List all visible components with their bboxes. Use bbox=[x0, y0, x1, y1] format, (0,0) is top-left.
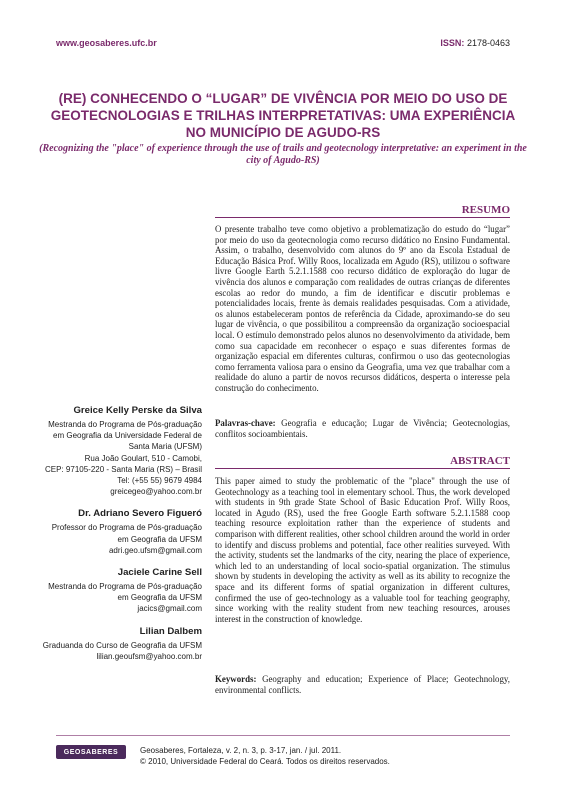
author-email[interactable]: lilian.geoufsm@yahoo.com.br bbox=[96, 651, 202, 661]
author-block bbox=[30, 626, 202, 662]
author-name: Jaciele Carine Sell bbox=[117, 567, 202, 579]
author-email[interactable]: adri.geo.ufsm@gmail.com bbox=[108, 545, 202, 555]
author-affiliation: Graduanda do Curso de Geografia da UFSM bbox=[42, 640, 202, 650]
footer-copyright: © 2010, Universidade Federal do Ceará. Todos os direitos reservados. bbox=[140, 757, 390, 766]
abstract-rule bbox=[215, 468, 510, 469]
abstract-keywords bbox=[215, 674, 510, 695]
resumo-keywords bbox=[215, 418, 510, 439]
abstract-heading: ABSTRACT bbox=[450, 455, 510, 467]
footer-citation-block bbox=[140, 745, 390, 767]
author-phone: Tel: (+55 55) 9679 4984 bbox=[117, 476, 202, 486]
author-affiliation: em Geografia da UFSM bbox=[117, 593, 202, 603]
author-affiliation: Mestranda do Programa de Pós-graduação bbox=[48, 582, 202, 592]
footer-rule bbox=[56, 735, 510, 736]
author-block bbox=[30, 405, 202, 497]
author-affiliation: Professor do Programa de Pós-graduação bbox=[51, 523, 202, 533]
resumo-heading: RESUMO bbox=[461, 204, 510, 216]
abstract-text: This paper aimed to study the problematic of the "place" through the use of Geotechnology as a teaching tool in elementary school. Thus, the work developed with students in 9th grade State School of Basic Education Prof. Willy Roos, located in Agudo (RS), used the free Google Earth software 5.2.1.1588 coop teaching resource exploitation rather than the experience of students and comparison with different realities, other school children around the world in order to identify and discuss problems and potential, face other realities surveyed. With the activity, students set the landmarks of the city, nearing the place of experience, which led to an understanding of local socio-spatial organization. The stimulus shown by students in developing the activity as well as its ability to recognize the space and its different forms of spatial organization in different cultures, confirmed the use of geo-technology as a valuable tool for teaching geography, since working with the reality student from new teaching resources, arouses interest in the construction of knowledge. bbox=[215, 476, 510, 624]
author-block bbox=[30, 567, 202, 615]
resumo-rule bbox=[215, 217, 510, 218]
issn bbox=[440, 38, 510, 48]
issn-value: 2178-0463 bbox=[466, 38, 510, 48]
author-email[interactable]: jacics@gmail.com bbox=[137, 604, 202, 614]
keywords-label: Palavras-chave: bbox=[215, 418, 276, 428]
author-block bbox=[30, 508, 202, 556]
abstract-keywords-value: Geography and education; Experience of Place; Geotechnology, environmental conflicts. bbox=[215, 674, 511, 695]
abstract-keywords-label: Keywords: bbox=[215, 674, 257, 684]
author-affiliation: em Geografia da Universidade Federal de bbox=[53, 431, 202, 441]
author-affiliation: em Geografia da UFSM bbox=[117, 534, 202, 544]
author-name: Dr. Adriano Severo Figueró bbox=[78, 508, 202, 520]
footer-citation: Geosaberes, Fortaleza, v. 2, n. 3, p. 3-17, jan. / jul. 2011. bbox=[140, 746, 342, 755]
journal-logo: GEOSABERES bbox=[56, 745, 126, 759]
keywords-value: Geografia e educação; Lugar de Vivência; Geotecnologias, conflitos socioambientais. bbox=[215, 418, 511, 439]
author-affiliation: Santa Maria (UFSM) bbox=[128, 442, 202, 452]
author-address: Rua João Goulart, 510 - Camobi, bbox=[84, 453, 202, 463]
journal-website[interactable]: www.geosaberes.ufc.br bbox=[56, 38, 157, 48]
author-list bbox=[30, 405, 202, 673]
author-name: Greice Kelly Perske da Silva bbox=[73, 405, 202, 416]
author-email[interactable]: greicegeo@yahoo.com.br bbox=[110, 487, 202, 497]
issn-label: ISSN: bbox=[440, 38, 465, 48]
author-affiliation: Mestranda do Programa de Pós-graduação bbox=[48, 420, 202, 429]
author-name: Lilian Dalbem bbox=[139, 625, 202, 637]
resumo-text: O presente trabalho teve como objetivo a problematização do estudo do “lugar” por meio do uso da geotecnologia como recurso didático no Ensino Fundamental. Assim, o trabalho, desenvolvido com alunos do 9º ano da Escola Estadual de Educação Básica Prof. Willy Roos, localizada em Agudo (RS), utilizou o software livre Google Earth 5.2.1.1588 coo recurso didático de exploração do lugar de vivência dos alunos e comparação com realidades de outras crianças de diferentes escolas ao redor do mundo, a fim de identificar e discutir problemas e potencialidades locais, frente às demais realidades pesquisadas. Com a atividade, os alunos estabeleceram pontos de referência da Cidade, aproximando-se do seu lugar de vivência, o que possibilitou a compreensão da organização socioespacial local. O estímulo demonstrado pelos alunos no desenvolvimento da atividade, bem como sua capacidade em reconhecer o espaço e suas diferentes formas de organização espacial em diferentes culturas, confirmou o uso das geotecnologias como ferramenta valiosa para o ensino da Geografia, uma vez que trabalhar com a realidade do aluno a partir de novos recursos didáticos, desperta o interesse pela construção do conhecimento. bbox=[215, 224, 510, 393]
article-title: (RE) CONHECENDO O “LUGAR” DE VIVÊNCIA POR MEIO DO USO DE GEOTECNOLOGIAS E TRILHAS INTERPRETATIVAS: UMA EXPERIÊNCIA NO MUNICÍPIO DE AGUDO-RS bbox=[50, 91, 516, 140]
author-address: CEP: 97105-220 - Santa Maria (RS) – Brasil bbox=[45, 464, 202, 474]
article-subtitle: (Recognizing the "place" of experience through the use of trails and geotecnology interpretative: an experiment in the city of Agudo-RS) bbox=[39, 143, 527, 166]
